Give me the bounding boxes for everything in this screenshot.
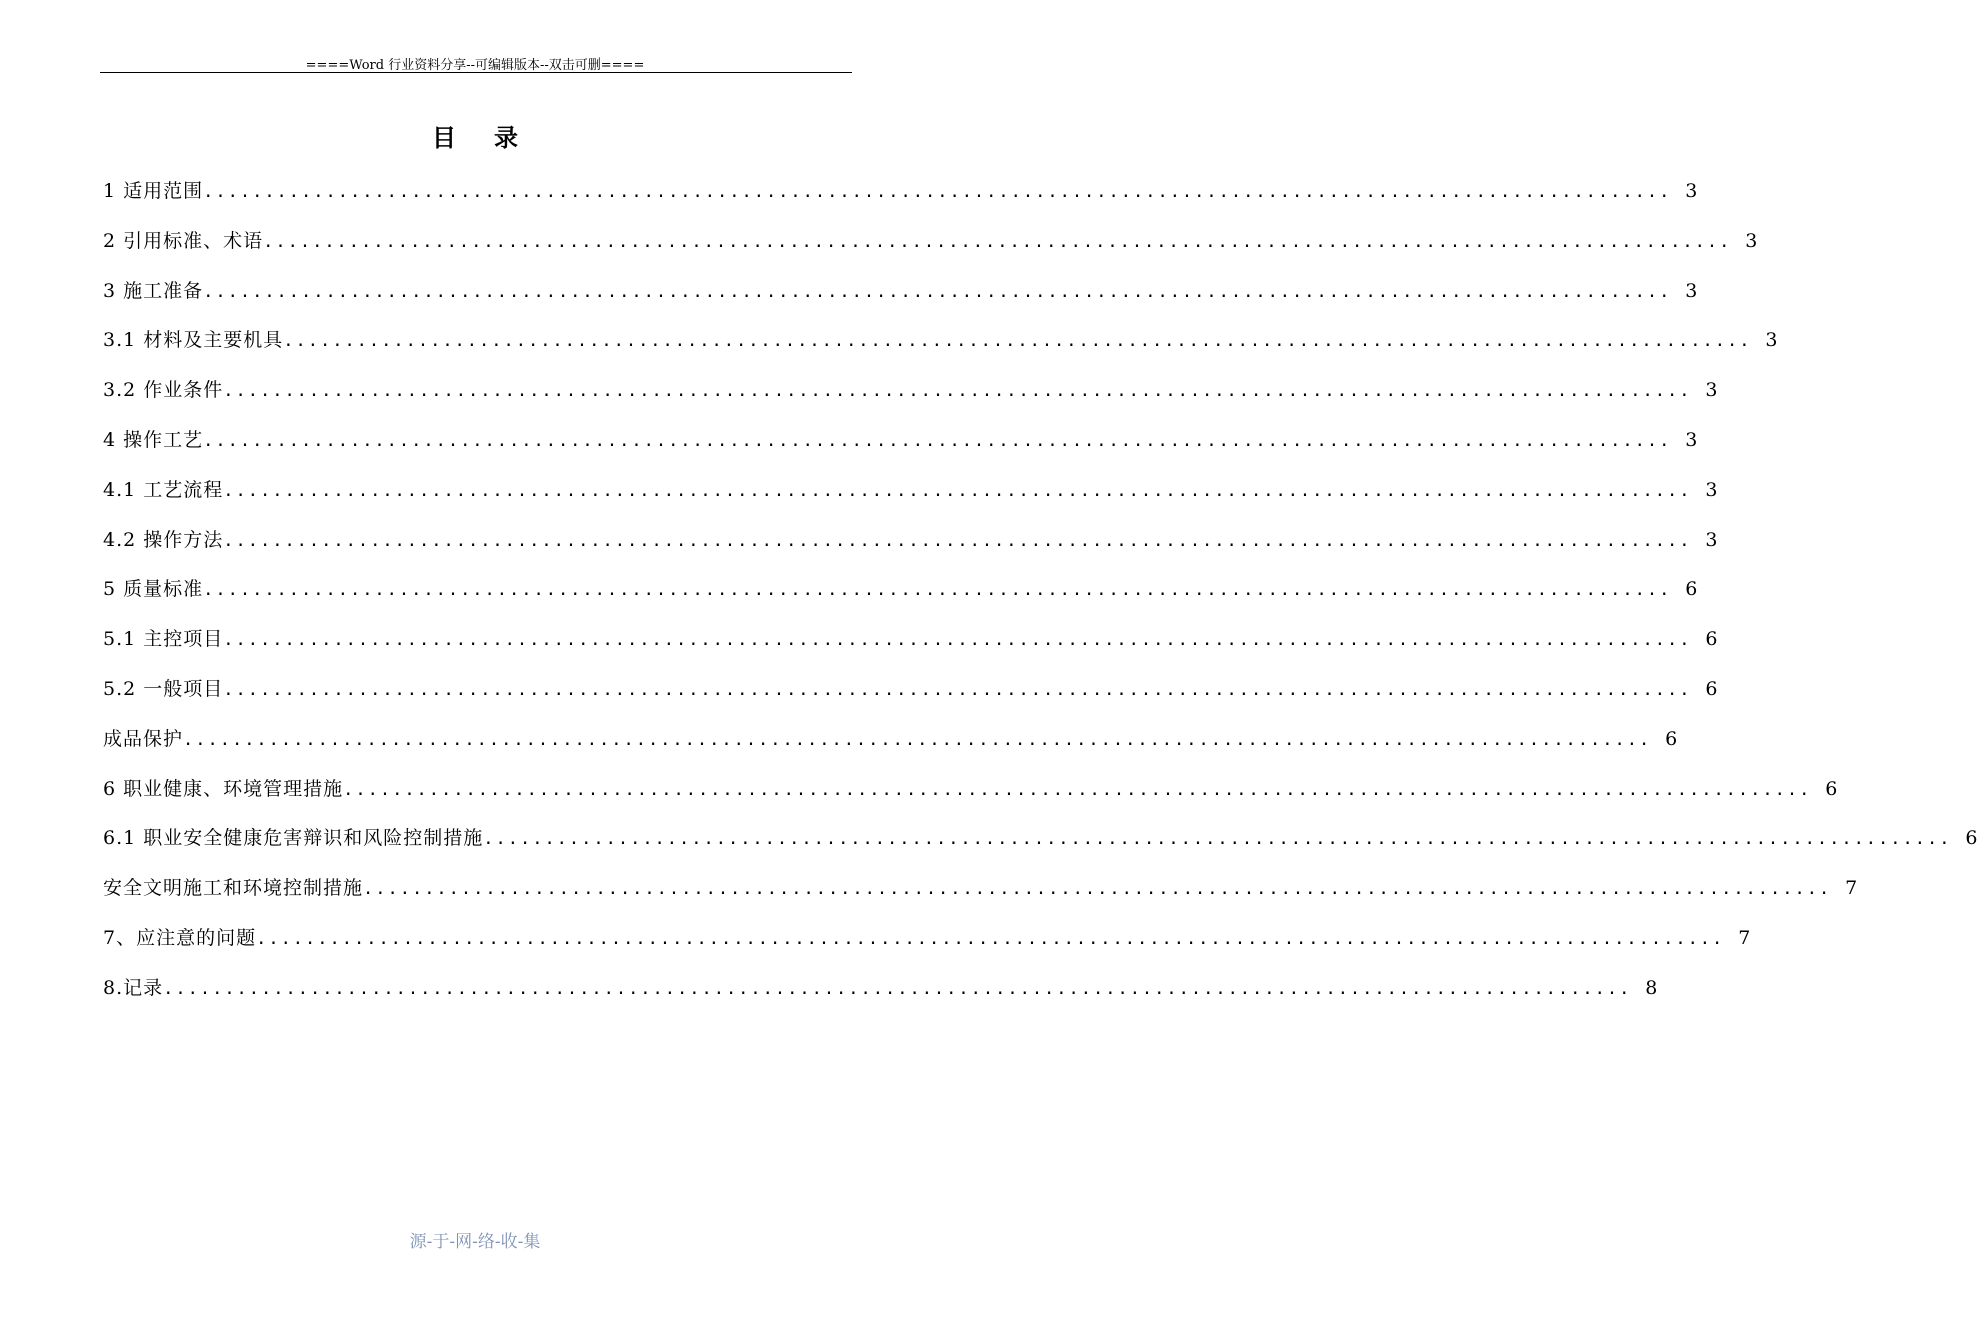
toc-entry-page: 3: [1745, 229, 1758, 252]
toc-entry[interactable]: [103, 814, 1977, 864]
toc-entry-label: 安全文明施工和环境控制措施: [103, 877, 364, 900]
page-footer: 源-于-网-络-收-集: [409, 1232, 541, 1252]
dot-leader: ........................................................................................................................: [223, 480, 1692, 501]
dot-leader: ........................................................................................................................: [343, 779, 1812, 800]
toc-entry-label: 3.1 材料及主要机具: [103, 329, 284, 352]
toc-entry-page: 3: [1685, 428, 1698, 451]
toc-entry-page: 3: [1705, 379, 1718, 402]
toc-entry-label: 5.2 一般项目: [103, 677, 224, 700]
dot-leader: ........................................................................................................................: [263, 231, 1732, 252]
toc-entry-page: 6: [1705, 677, 1718, 700]
toc-entry-label: 7、应注意的问题: [103, 926, 257, 949]
dot-leader: ........................................................................................................................: [283, 331, 1752, 352]
dot-leader: ........................................................................................................................: [203, 580, 1672, 601]
toc-entry[interactable]: [103, 914, 1751, 964]
dot-leader: ........................................................................................................................: [203, 281, 1672, 302]
toc-entry[interactable]: [103, 466, 1718, 516]
toc-title: 目录: [432, 124, 556, 152]
toc-entry[interactable]: [103, 366, 1718, 416]
toc-entry[interactable]: [103, 715, 1678, 765]
toc-entry-label: 3 施工准备: [103, 279, 204, 302]
toc-entry-label: 4.2 操作方法: [103, 528, 224, 551]
dot-leader: ........................................................................................................................: [363, 879, 1832, 900]
toc-entry[interactable]: [103, 565, 1698, 615]
toc-entry[interactable]: [103, 765, 1838, 815]
toc-entry-page: 3: [1685, 279, 1698, 302]
toc-entry-page: 6: [1685, 578, 1698, 601]
dot-leader: ........................................................................................................................: [223, 630, 1692, 651]
dot-leader: ........................................................................................................................: [223, 679, 1692, 700]
toc-entry[interactable]: [103, 416, 1698, 466]
dot-leader: ........................................................................................................................: [203, 430, 1672, 451]
toc-entry-page: 3: [1765, 329, 1778, 352]
toc-entry-page: 7: [1845, 877, 1858, 900]
toc-entry-label: 4.1 工艺流程: [103, 478, 224, 501]
toc-entry-page: 3: [1705, 478, 1718, 501]
toc-entry-page: 7: [1738, 926, 1751, 949]
dot-leader: ........................................................................................................................: [483, 829, 1952, 850]
toc-entry-label: 2 引用标准、术语: [103, 229, 264, 252]
dot-leader: ........................................................................................................................: [203, 182, 1672, 202]
toc-entry[interactable]: [103, 167, 1698, 217]
toc-entry[interactable]: [103, 516, 1718, 566]
toc-entry[interactable]: [103, 316, 1778, 366]
table-of-contents: [103, 167, 1977, 1014]
toc-entry-page: 6: [1965, 827, 1977, 850]
dot-leader: ........................................................................................................................: [163, 978, 1632, 999]
dot-leader: ........................................................................................................................: [223, 381, 1692, 402]
toc-entry-page: 8: [1645, 976, 1658, 999]
toc-entry-label: 5 质量标准: [103, 578, 204, 601]
toc-entry[interactable]: [103, 964, 1658, 1014]
dot-leader: ........................................................................................................................: [223, 530, 1692, 551]
toc-entry-page: 6: [1825, 777, 1838, 800]
toc-entry-label: 6.1 职业安全健康危害辩识和风险控制措施: [103, 827, 484, 850]
toc-entry-page: 3: [1685, 180, 1698, 202]
toc-entry-label: 成品保护: [103, 727, 184, 750]
toc-entry-page: 6: [1705, 628, 1718, 651]
toc-entry-label: 5.1 主控项目: [103, 628, 224, 651]
toc-entry[interactable]: [103, 267, 1698, 317]
toc-entry-page: 6: [1665, 727, 1678, 750]
toc-entry-label: 4 操作工艺: [103, 428, 204, 451]
toc-entry[interactable]: [103, 864, 1858, 914]
toc-entry-label: 6 职业健康、环境管理措施: [103, 777, 344, 800]
toc-entry-label: 1 适用范围: [103, 180, 204, 202]
page-header: ====Word 行业资料分享--可编辑版本--双击可删====: [305, 58, 645, 73]
dot-leader: ........................................................................................................................: [256, 928, 1725, 949]
toc-entry[interactable]: [103, 665, 1718, 715]
toc-entry[interactable]: [103, 615, 1718, 665]
header-rule: [100, 72, 852, 73]
toc-entry[interactable]: [103, 217, 1758, 267]
toc-entry-page: 3: [1705, 528, 1718, 551]
dot-leader: ........................................................................................................................: [183, 729, 1652, 750]
toc-entry-label: 3.2 作业条件: [103, 379, 224, 402]
toc-entry-label: 8.记录: [103, 976, 164, 999]
